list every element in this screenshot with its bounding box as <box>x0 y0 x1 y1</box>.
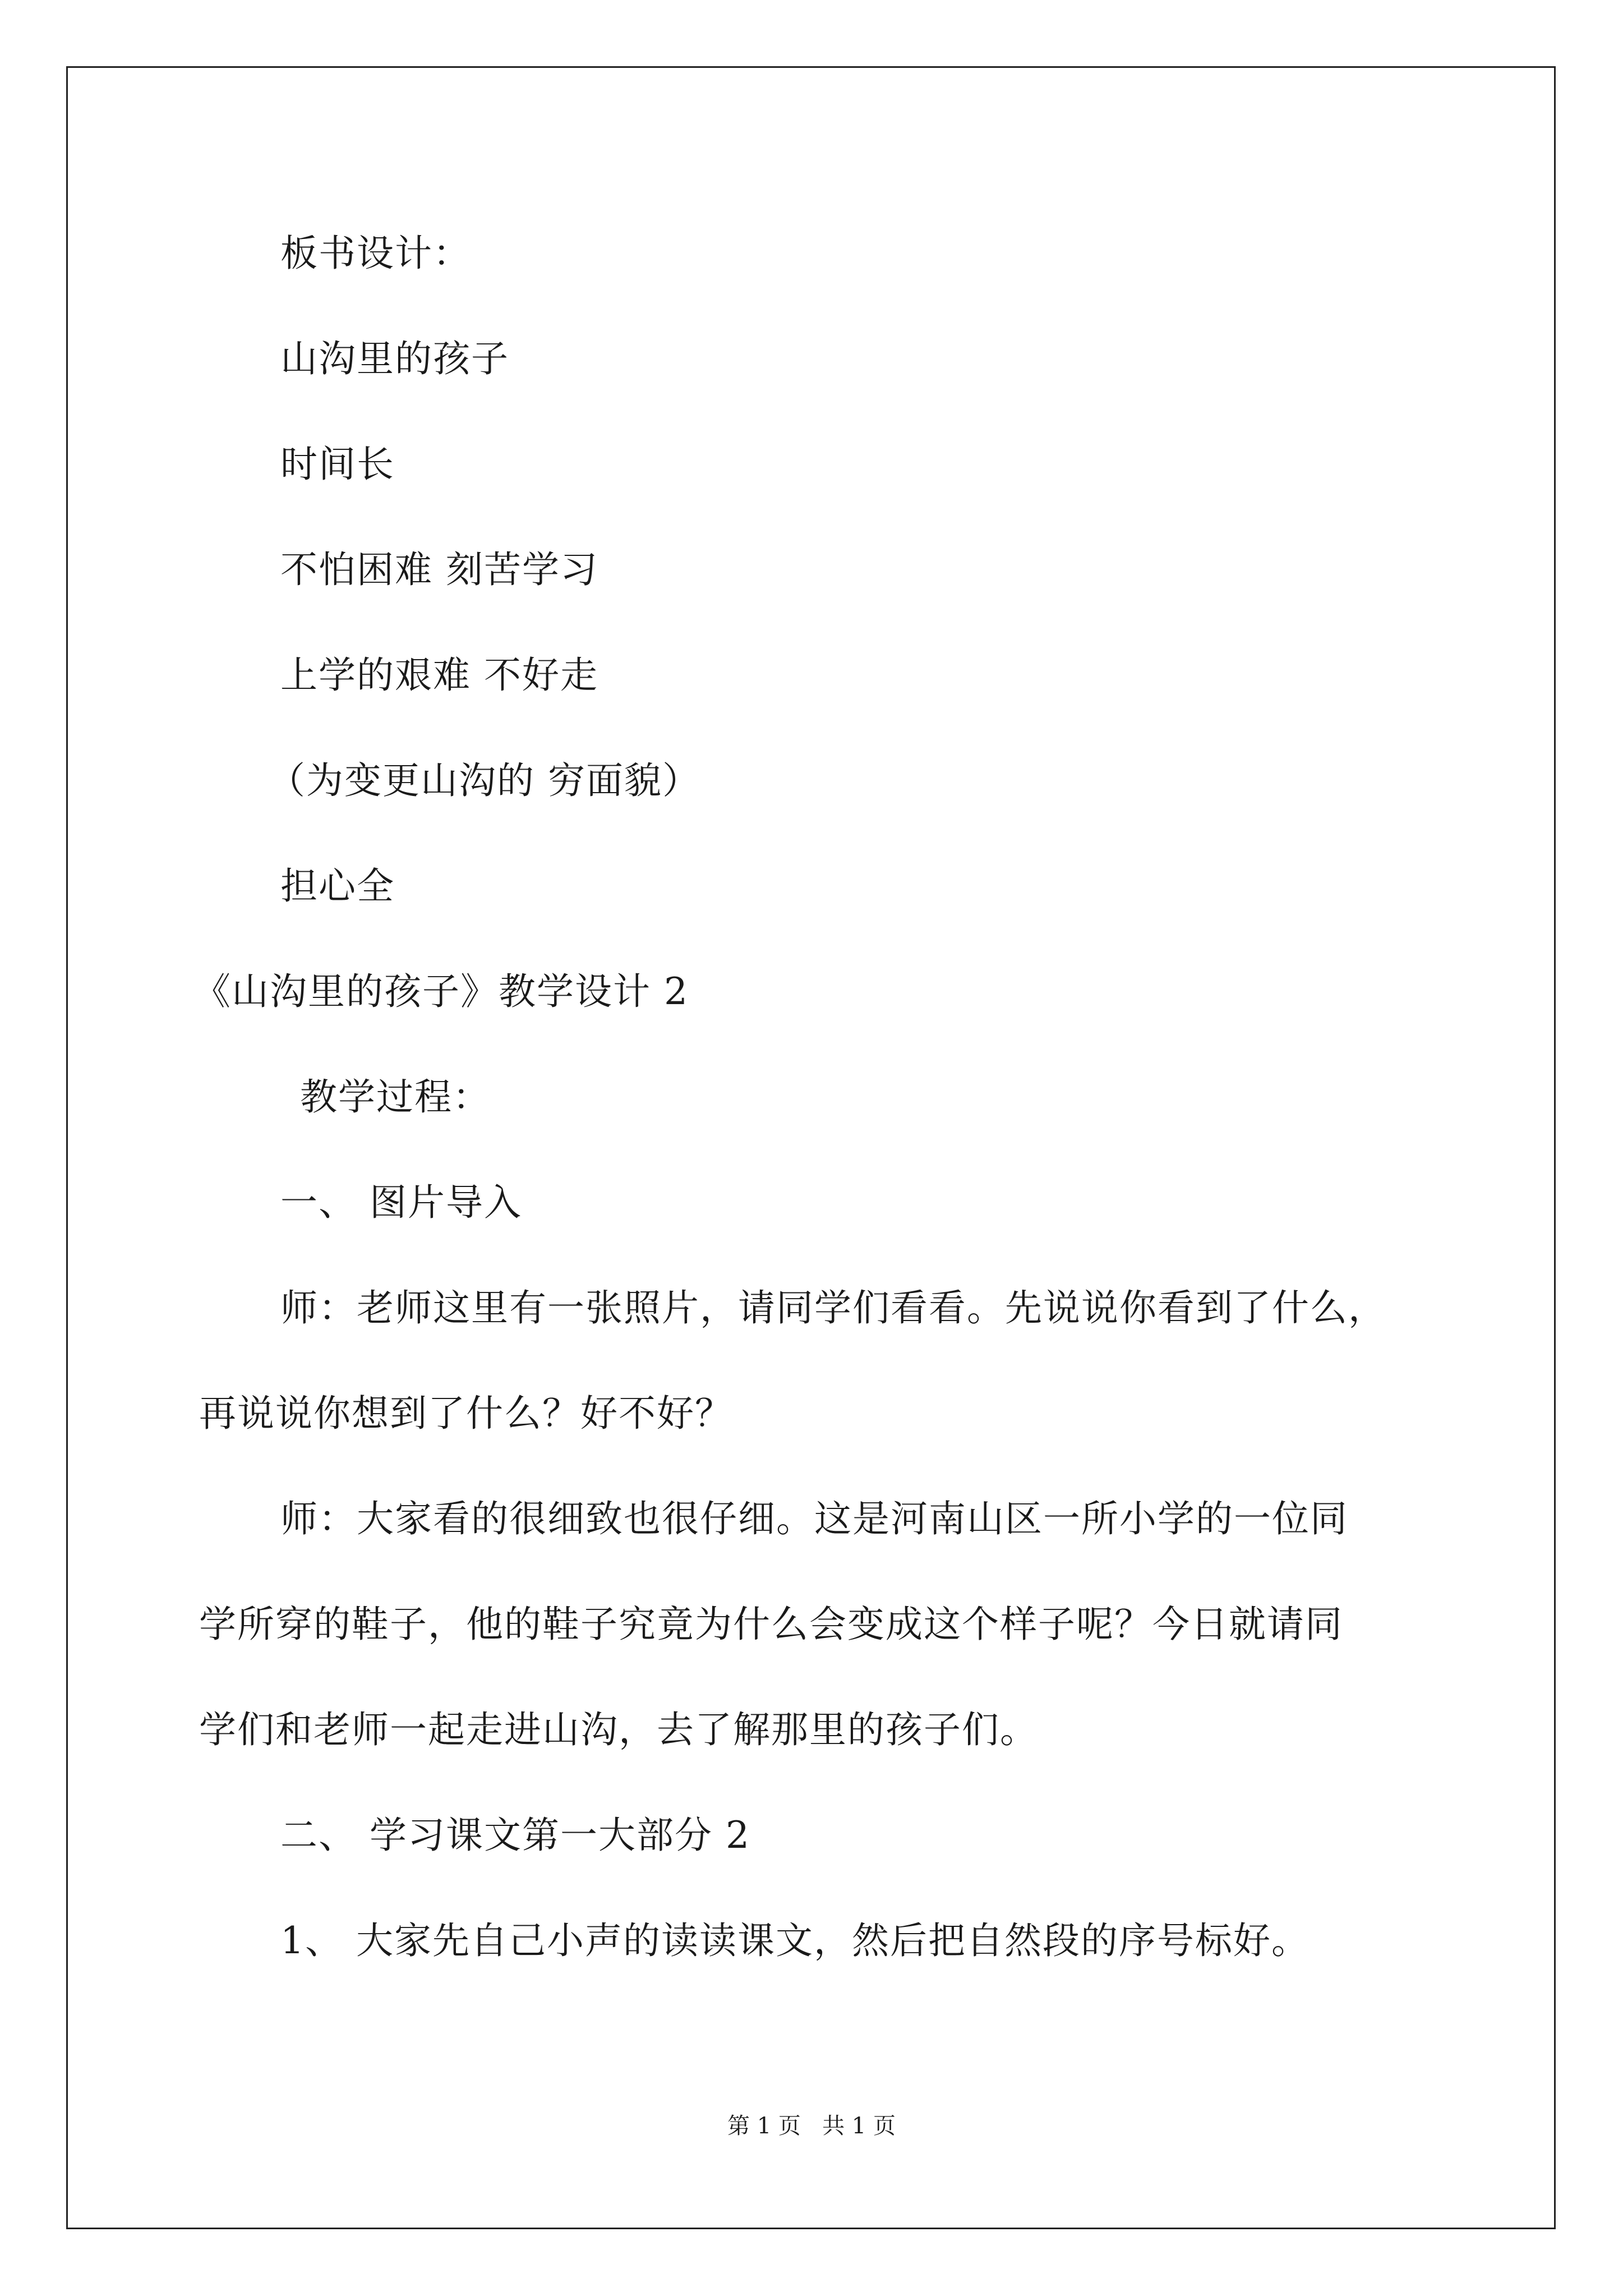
paragraph-line: 学们和老师一起走进山沟，去了解那里的孩子们。 <box>199 1708 1038 1751</box>
board-line-title: 山沟里的孩子 <box>280 337 509 380</box>
paragraph-line: 师：大家看的很细致也很仔细。这是河南山区一所小学的一位同 <box>280 1497 1348 1540</box>
board-line-purpose: （为变更山沟的 穷面貌） <box>268 759 700 802</box>
list-item: 1、 大家先自己小声的读读课文，然后把自然段的序号标好。 <box>280 1919 1310 1962</box>
step-two-heading: 二、 学习课文第一大部分 2 <box>280 1814 750 1857</box>
paragraph-line: 师：老师这里有一张照片，请同学们看看。先说说你看到了什么， <box>280 1286 1386 1329</box>
board-line-worry: 担心全 <box>280 864 395 908</box>
board-line-road: 上学的艰难 不好走 <box>280 654 598 697</box>
page-footer: 第 1 页 共 1 页 <box>727 2113 896 2139</box>
step-one-heading: 一、 图片导入 <box>280 1181 522 1224</box>
section-title: 《山沟里的孩子》教学设计 2 <box>193 970 689 1013</box>
board-design-heading: 板书设计： <box>280 232 471 275</box>
paragraph-line: 再说说你想到了什么？好不好？ <box>199 1392 733 1435</box>
teaching-process-heading: 教学过程： <box>300 1075 491 1119</box>
page-border <box>66 66 1556 2229</box>
paragraph-line: 学所穿的鞋子，他的鞋子究竟为什么会变成这个样子呢？今日就请同 <box>199 1603 1343 1646</box>
board-line-time: 时间长 <box>280 443 395 486</box>
board-line-hardship: 不怕困难 刻苦学习 <box>280 548 598 591</box>
